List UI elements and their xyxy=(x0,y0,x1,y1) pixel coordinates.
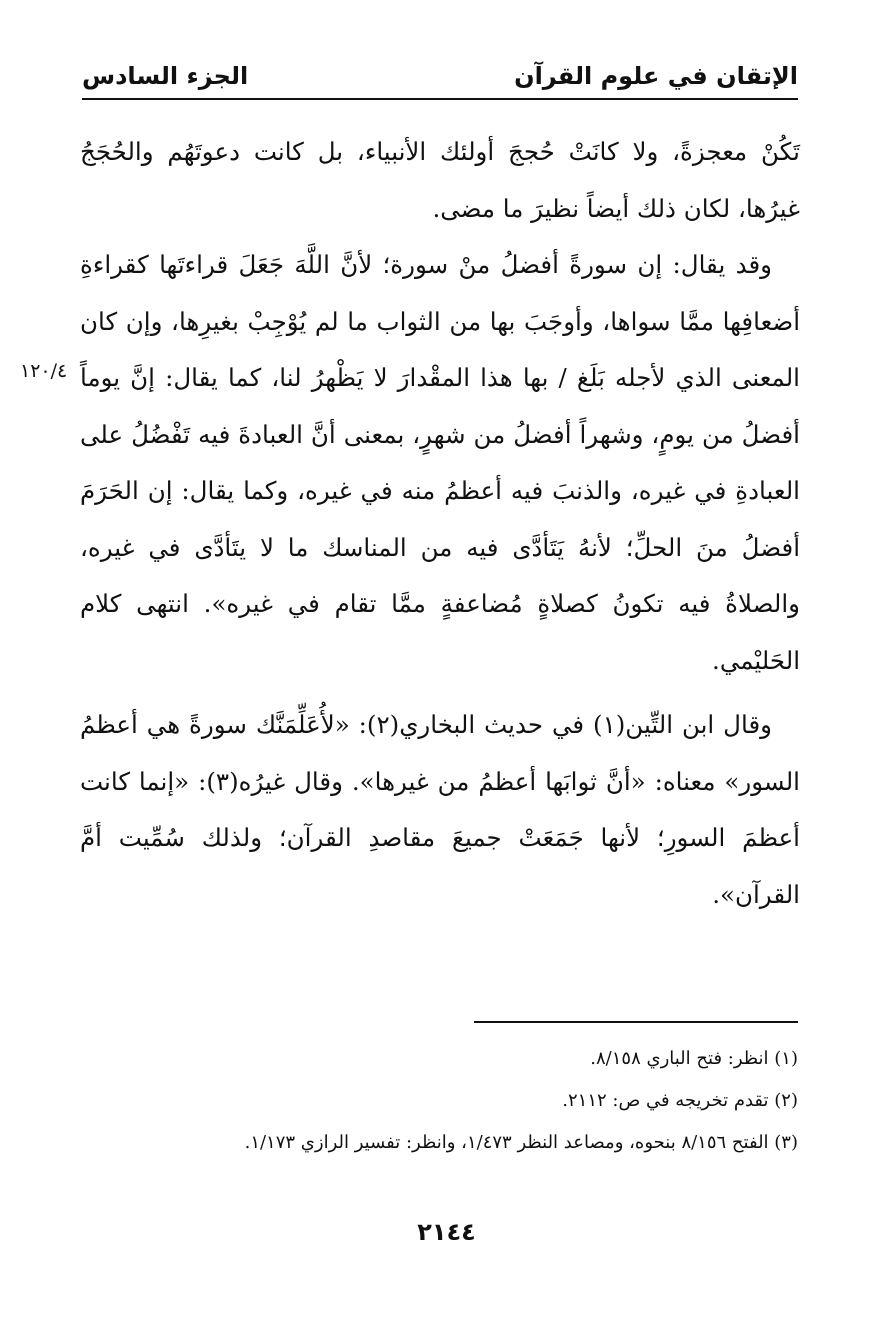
footnotes xyxy=(98,1038,798,1164)
footnote-1: (١) انظر: فتح الباري ٨/١٥٨. xyxy=(590,1048,798,1069)
volume-label: الجزء السادس xyxy=(82,62,249,90)
paragraph-3: وقال ابن التِّين(١) في حديث البخاري(٢): «لأُعَلِّمَنَّك سورةً هي أعظمُ السور» معناه: «أنَّ ثوابَها أعظمُ من غيرها». وقال غيرُه(٣): «إنما كانت أعظمَ السورِ؛ لأنها جَمَعَتْ جميعَ مقاصدِ القرآن؛ ولذلك سُمِّيت أمَّ القرآن». xyxy=(80,710,800,909)
paragraph-2: وقد يقال: إن سورةً أفضلُ منْ سورة؛ لأنَّ اللَّهَ جَعَلَ قراءتَها كقراءةِ أضعافِها ممَّا سواها، وأوجَبَ بها من الثواب ما لم يُوْجِبْ بغيرِها، وإن كان المعنى الذي لأجله بَلَغ / بها هذا المقْدارَ لا يَظْهرُ لنا، كما يقال: إنَّ يوماً أفضلُ من يومٍ، وشهراً أفضلُ من شهرٍ، بمعنى أنَّ العبادةَ فيه تَفْضُلُ على العبادةِ في غيره، والذنبَ فيه أعظمُ منه في غيره، وكما يقال: إن الحَرَمَ أفضلُ منَ الحلِّ؛ لأنهُ يَتَأدَّى فيه من المناسك ما لا يتَأدَّى في غيره، والصلاةُ فيه تكونُ كصلاةٍ مُضاعفةٍ ممَّا تقام في غيره». انتهى كلام الحَليْمي. xyxy=(80,250,800,675)
footnote-2: (٢) تقدم تخريجه في ص: ٢١١٢. xyxy=(562,1090,798,1111)
footnote-3: (٣) الفتح ٨/١٥٦ بنحوه، ومصاعد النظر ١/٤٧٣، وانظر: تفسير الرازي ١/١٧٣. xyxy=(244,1132,798,1153)
paragraph-1: تَكُنْ معجزةً، ولا كانَتْ حُججَ أولئك الأنبياء، بل كانت دعوتَهُم والحُجَجُ غيرُها، لكان ذلك أيضاً نظيرَ ما مضى. xyxy=(80,137,800,223)
page-number: ٢١٤٤ xyxy=(417,1218,476,1246)
margin-reference: ١٢٠/٤ xyxy=(20,360,68,382)
book-title: الإتقان في علوم القرآن xyxy=(514,62,798,90)
main-text xyxy=(80,124,800,923)
footnote-separator xyxy=(474,1021,798,1023)
running-header xyxy=(82,58,798,100)
